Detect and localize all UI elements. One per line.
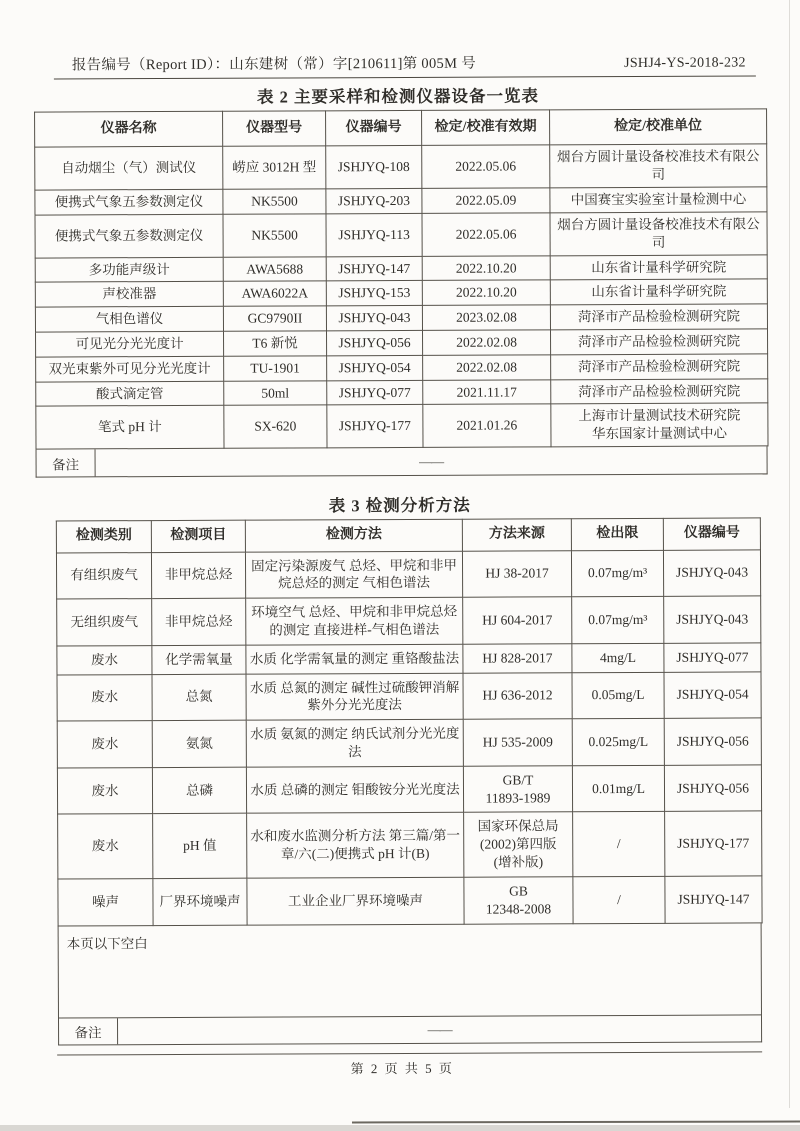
table-cell: 废水: [57, 674, 152, 721]
table-cell: 2022.05.06: [422, 145, 550, 188]
table-row: [36, 403, 768, 449]
table-cell: 2022.10.20: [422, 280, 550, 305]
table-cell: 2021.11.17: [423, 379, 551, 404]
table-cell: HJ 38-2017: [462, 550, 571, 597]
table-cell: 4mg/L: [572, 643, 664, 672]
table-cell: GB/T 11893-1989: [463, 766, 572, 813]
table-header-row: [35, 109, 767, 148]
table-cell: 自动烟尘（气）测试仪: [35, 147, 223, 190]
table-cell: JSHJYQ-177: [665, 811, 762, 876]
doc-number: JSHJ4-YS-2018-232: [624, 55, 746, 72]
table-cell: 菏泽市产品检验检测研究院: [551, 354, 768, 380]
table-cell: 水质 总磷的测定 钼酸铵分光光度法: [246, 766, 463, 814]
table-cell: JSHJYQ-153: [326, 281, 422, 306]
report-id: 报告编号（Report ID）：山东建树（常）字[210611]第 005M 号: [71, 55, 477, 74]
table2-title: 表 2 主要采样和检测仪器设备一览表: [256, 86, 540, 107]
table-cell: 固定污染源废气 总烃、甲烷和非甲烷总烃的测定 气相色谱法: [245, 551, 462, 599]
table-cell: GC9790II: [223, 306, 326, 331]
column-header: 仪器编号: [326, 110, 422, 146]
table-cell: 可见光分光光度计: [36, 331, 224, 357]
table-row: [57, 765, 761, 815]
column-header: 方法来源: [462, 519, 571, 551]
table-cell: 烟台方圆计量设备校准技术有限公司: [550, 144, 767, 188]
table-cell: 便携式气象五参数测定仪: [35, 189, 223, 215]
column-header: 检出限: [571, 518, 663, 550]
table-row: [35, 187, 767, 215]
table-cell: 水质 化学需氧量的测定 重铬酸盐法: [246, 644, 463, 674]
scan-edge-bottom-line: [352, 1121, 800, 1124]
table-cell: JSHJYQ-113: [326, 213, 422, 256]
table-row: [35, 212, 767, 258]
table-cell: 2022.02.08: [422, 330, 550, 355]
page-indicator: 第 2 页 共 5 页: [350, 1060, 454, 1076]
table-cell: GB 12348-2008: [464, 877, 573, 924]
blank-note: 本页以下空白: [58, 923, 762, 1018]
remark-value: ——: [427, 1021, 452, 1037]
column-header: 仪器名称: [35, 111, 223, 147]
remark-row: [36, 446, 768, 477]
table-cell: 声校准器: [35, 282, 223, 308]
table-cell: 2022.05.09: [422, 188, 550, 213]
table-cell: 气相色谱仪: [35, 306, 223, 332]
table-cell: 山东省计量科学研究院: [550, 279, 767, 305]
table-row: [58, 811, 762, 879]
remark-label: 备注: [37, 449, 96, 476]
table-cell: HJ 828-2017: [463, 644, 572, 673]
table-cell: 酸式滴定管: [36, 381, 224, 407]
footer-rule: [57, 1051, 762, 1055]
remark-row: [58, 1015, 762, 1045]
table-cell: 0.07mg/m³: [572, 596, 664, 643]
remark-value: ——: [419, 453, 444, 469]
table-cell: 菏泽市产品检验检测研究院: [551, 378, 768, 404]
table-cell: 水质 总氮的测定 碱性过硫酸钾消解紫外分光光度法: [246, 673, 463, 721]
table-cell: 便携式气象五参数测定仪: [35, 214, 223, 257]
table-row: [56, 549, 760, 599]
table-cell: 2022.02.08: [423, 355, 551, 380]
table-cell: 笔式 pH 计: [36, 406, 224, 449]
table-cell: JSHJYQ-203: [326, 188, 422, 213]
table-cell: 总氮: [152, 674, 246, 721]
table-cell: HJ 636-2012: [463, 672, 572, 719]
table-cell: 中国赛宝实验室计量检测中心: [550, 187, 767, 213]
table-header-row: [56, 518, 760, 553]
table-cell: AWA5688: [223, 256, 326, 281]
table-cell: 2022.10.20: [422, 255, 550, 280]
column-header: 检测方法: [245, 519, 462, 551]
table-cell: 菏泽市产品检验检测研究院: [550, 304, 767, 330]
table-cell: 水质 氨氮的测定 纳氏试剂分光光度法: [246, 719, 463, 767]
table-cell: 多功能声级计: [35, 257, 223, 283]
table-cell: 菏泽市产品检验检测研究院: [550, 329, 767, 355]
table-cell: JSHJYQ-177: [327, 405, 423, 448]
table-cell: JSHJYQ-043: [664, 596, 761, 643]
table-row: [35, 279, 767, 307]
table-cell: 山东省计量科学研究院: [550, 254, 767, 280]
table-cell: SX-620: [224, 405, 327, 448]
table-cell: 废水: [57, 721, 152, 768]
table-cell: 废水: [57, 645, 152, 674]
table-cell: 噪声: [58, 878, 153, 925]
table-cell: 总磷: [152, 767, 246, 814]
column-header: 检测项目: [151, 520, 245, 552]
table-row: [57, 671, 761, 721]
table-cell: /: [573, 876, 665, 923]
table-cell: 上海市计量测试技术研究院 华东国家计量测试中心: [551, 403, 768, 447]
table-row: [57, 643, 761, 675]
table-cell: JSHJYQ-054: [327, 355, 423, 380]
table-cell: NK5500: [223, 189, 326, 214]
table-cell: pH 值: [153, 814, 247, 879]
column-header: 仪器编号: [663, 518, 760, 550]
table-cell: 0.025mg/L: [572, 719, 664, 766]
table3-title: 表 3 检测分析方法: [328, 495, 471, 516]
column-header: 检测类别: [56, 521, 151, 553]
table-row: [36, 329, 768, 357]
table-cell: 废水: [58, 814, 153, 879]
table-cell: 烟台方圆计量设备校准技术有限公司: [550, 212, 767, 256]
table-row: [35, 254, 767, 282]
table-cell: 2021.01.26: [423, 404, 551, 447]
table-cell: TU-1901: [224, 356, 327, 381]
table-cell: JSHJYQ-077: [327, 380, 423, 405]
table-cell: 50ml: [224, 380, 327, 405]
table-row: [35, 144, 767, 190]
table-cell: 0.07mg/m³: [571, 550, 663, 597]
table-cell: 工业企业厂界环境噪声: [247, 877, 464, 925]
table-cell: JSHJYQ-056: [326, 330, 422, 355]
table-cell: 氨氮: [152, 720, 246, 767]
table-cell: 有组织废气: [56, 552, 151, 599]
table-cell: 国家环保总局 (2002)第四版 (增补版): [464, 812, 573, 877]
instrument-table: [34, 108, 768, 449]
table-row: [57, 596, 761, 646]
table-cell: JSHJYQ-056: [664, 765, 761, 812]
table-cell: 2023.02.08: [422, 305, 550, 330]
remark-label: 备注: [59, 1018, 118, 1044]
column-header: 检定/校准有效期: [422, 110, 550, 146]
table-cell: JSHJYQ-077: [664, 643, 761, 672]
document-header: [54, 0, 756, 80]
table-cell: 0.01mg/L: [572, 765, 664, 812]
table-cell: HJ 604-2017: [463, 597, 572, 644]
table-cell: 2022.05.06: [422, 213, 550, 256]
table-cell: AWA6022A: [223, 281, 326, 306]
table-cell: 双光束紫外可见分光光度计: [36, 356, 224, 382]
table-cell: 化学需氧量: [152, 645, 246, 674]
table-cell: 0.05mg/L: [572, 672, 664, 719]
table-cell: JSHJYQ-054: [664, 671, 761, 718]
table-cell: /: [573, 812, 665, 877]
table-cell: HJ 535-2009: [463, 719, 572, 766]
column-header: 仪器型号: [223, 111, 326, 147]
method-table: [56, 517, 763, 926]
table-cell: 非甲烷总烃: [151, 552, 245, 599]
table-row: [57, 718, 761, 768]
table-row: [35, 304, 767, 332]
table-cell: JSHJYQ-043: [663, 549, 760, 596]
table-row: [36, 378, 768, 406]
table-cell: JSHJYQ-043: [326, 306, 422, 331]
table-cell: 水和废水监测分析方法 第三篇/第一章/六(二)便携式 pH 计(B): [247, 813, 464, 878]
table-cell: JSHJYQ-147: [665, 876, 762, 923]
table-cell: T6 新悦: [224, 331, 327, 356]
table-row: [58, 876, 762, 926]
column-header: 检定/校准单位: [550, 109, 767, 145]
table-cell: 崂应 3012H 型: [223, 146, 326, 189]
table-cell: 非甲烷总烃: [152, 598, 246, 645]
table-cell: 厂界环境噪声: [153, 878, 247, 925]
table-cell: JSHJYQ-108: [326, 146, 422, 189]
table-cell: 无组织废气: [57, 599, 152, 646]
table-cell: JSHJYQ-147: [326, 256, 422, 281]
table-cell: JSHJYQ-056: [664, 718, 761, 765]
table-cell: NK5500: [223, 214, 326, 257]
table-row: [36, 354, 768, 382]
table-cell: 环境空气 总烃、甲烷和非甲烷总烃的测定 直接进样-气相色谱法: [246, 597, 463, 645]
scan-edge-bottom-strip: [0, 1125, 800, 1131]
table-cell: 废水: [57, 767, 152, 814]
